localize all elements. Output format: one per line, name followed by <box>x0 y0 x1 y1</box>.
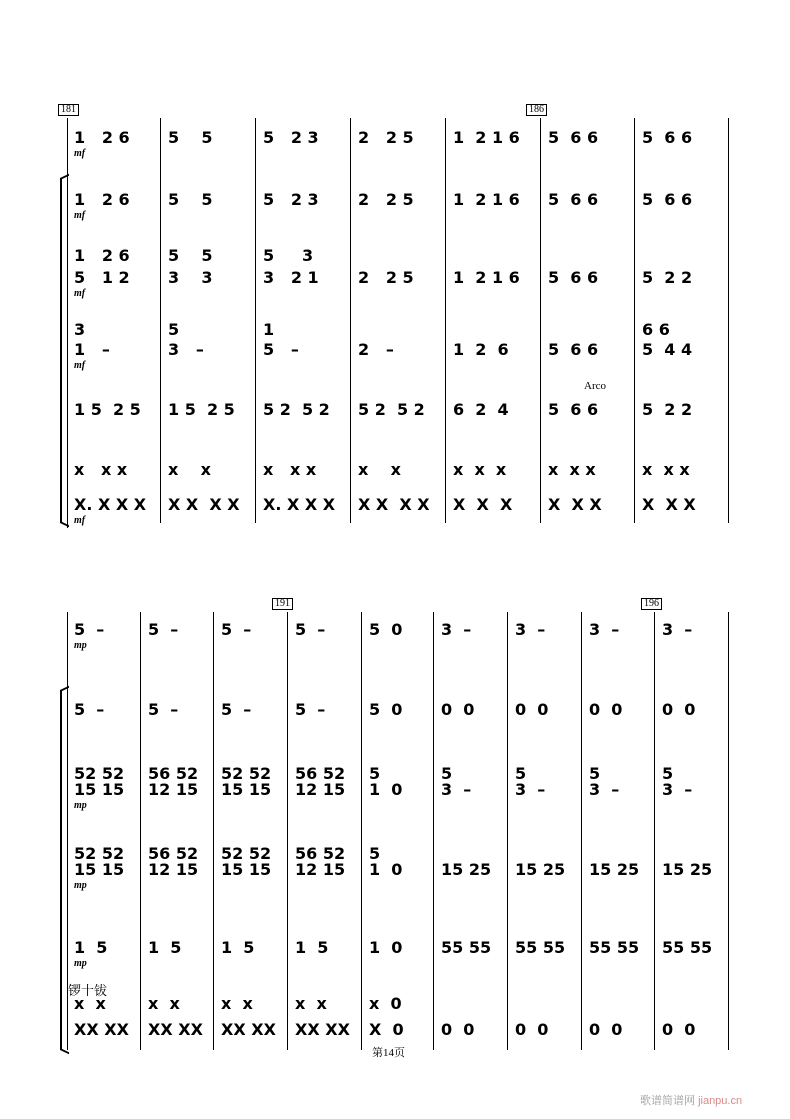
measure-cell: 3 – <box>441 780 472 799</box>
measure-cell: x x <box>148 994 180 1013</box>
measure-cell: x 0 <box>369 994 402 1013</box>
measure-cell: 15 15 <box>221 780 272 799</box>
measure-cell: 0 0 <box>589 700 623 719</box>
measure-cell: 5 – <box>221 700 252 719</box>
measure-cell: 3 – <box>589 780 620 799</box>
measure-cell: 3 3 <box>168 268 213 287</box>
measure-cell: 55 55 <box>441 938 492 957</box>
measure-cell: 0 0 <box>662 1020 696 1039</box>
measure-cell: 5 – <box>295 700 326 719</box>
measure-cell: X X X <box>548 495 602 514</box>
measure-cell: x x <box>221 994 253 1013</box>
measure-cell: 5 <box>441 764 453 783</box>
barline <box>433 612 434 1050</box>
measure-cell: 52 52 <box>221 844 272 863</box>
measure-cell: 5 6 6 <box>548 340 599 359</box>
percussion-label: 锣十钹 <box>68 983 108 998</box>
measure-cell: 3 – <box>441 620 472 639</box>
measure-cell: 5 <box>662 764 674 783</box>
measure-cell: 1 5 <box>74 938 108 957</box>
measure-cell: 1 2 6 <box>74 128 130 147</box>
measure-cell: 1 5 <box>148 938 182 957</box>
measure-cell: 5 – <box>74 700 105 719</box>
performance-annotation: Arco <box>584 380 606 392</box>
measure-cell: 5 4 4 <box>642 340 693 359</box>
measure-cell: 1 5 <box>295 938 329 957</box>
measure-cell: 5 6 6 <box>642 128 693 147</box>
measure-cell: 5 0 <box>369 620 403 639</box>
measure-cell: 1 <box>263 320 275 339</box>
measure-cell: 1 0 <box>369 860 403 879</box>
measure-cell: 5 <box>168 320 180 339</box>
barline <box>654 612 655 1050</box>
measure-cell: 5 – <box>295 620 326 639</box>
dynamic-mark: mp <box>74 800 87 811</box>
measure-cell: 1 2 6 <box>74 190 130 209</box>
measure-cell: 1 5 <box>221 938 255 957</box>
measure-cell: 6 6 <box>642 320 670 339</box>
measure-cell: 12 15 <box>295 860 346 879</box>
measure-cell: 2 – <box>358 340 394 359</box>
measure-cell: 3 – <box>589 620 620 639</box>
barline <box>287 612 288 1050</box>
measure-cell: 56 52 <box>295 844 346 863</box>
barline <box>213 612 214 1050</box>
measure-cell: 1 2 1 6 <box>453 128 520 147</box>
barline <box>581 612 582 1050</box>
measure-cell: 56 52 <box>148 844 199 863</box>
measure-cell: 5 0 <box>369 700 403 719</box>
measure-cell: XX XX <box>148 1020 203 1039</box>
rehearsal-mark-186: 186 <box>526 104 547 116</box>
measure-cell: 56 52 <box>148 764 199 783</box>
barline <box>728 612 729 1050</box>
measure-cell: 3 <box>74 320 86 339</box>
dynamic-mark: mf <box>74 148 86 159</box>
measure-cell: 5 6 6 <box>548 268 599 287</box>
measure-cell: 3 2 1 <box>263 268 319 287</box>
measure-cell: 5 5 <box>168 128 213 147</box>
measure-cell: 0 0 <box>441 700 475 719</box>
staff-brace <box>60 690 62 1050</box>
dynamic-mark: mf <box>74 210 86 221</box>
measure-cell: 0 0 <box>662 700 696 719</box>
measure-cell: 5 5 <box>168 246 213 265</box>
measure-cell: 5 – <box>74 620 105 639</box>
measure-cell: 5 2 2 <box>642 268 693 287</box>
barline <box>361 612 362 1050</box>
measure-cell: 1 5 2 5 <box>168 400 235 419</box>
measure-cell: 1 2 6 <box>453 340 509 359</box>
measure-cell: 3 – <box>662 780 693 799</box>
measure-cell: 5 6 6 <box>548 128 599 147</box>
measure-cell: 55 55 <box>589 938 640 957</box>
measure-cell: 56 52 <box>295 764 346 783</box>
measure-cell: 5 – <box>221 620 252 639</box>
measure-cell: 52 52 <box>74 844 125 863</box>
measure-cell: 0 0 <box>515 1020 549 1039</box>
measure-cell: 2 2 5 <box>358 190 414 209</box>
rehearsal-mark-196: 196 <box>641 598 662 610</box>
measure-cell: 5 6 6 <box>548 190 599 209</box>
measure-cell: X 0 <box>369 1020 404 1039</box>
measure-cell: 52 52 <box>221 764 272 783</box>
measure-cell: x x x <box>263 460 317 479</box>
dynamic-mark: mf <box>74 360 86 371</box>
measure-cell: XX XX <box>74 1020 129 1039</box>
measure-cell: 0 0 <box>441 1020 475 1039</box>
measure-cell: 15 15 <box>74 860 125 879</box>
measure-cell: x x <box>168 460 211 479</box>
measure-cell: 52 52 <box>74 764 125 783</box>
measure-cell: 0 0 <box>515 700 549 719</box>
measure-cell: 5 <box>589 764 601 783</box>
measure-cell: 5 <box>515 764 527 783</box>
measure-cell: 5 <box>369 764 381 783</box>
measure-cell: X. X X X <box>74 495 147 514</box>
measure-cell: x x <box>358 460 401 479</box>
measure-cell: 3 – <box>662 620 693 639</box>
measure-cell: 55 55 <box>515 938 566 957</box>
watermark-name: 歌谱简谱网 <box>640 1095 695 1107</box>
measure-cell: 5 2 3 <box>263 190 319 209</box>
measure-cell: 1 0 <box>369 780 403 799</box>
measure-cell: 15 15 <box>74 780 125 799</box>
measure-cell: 1 2 1 6 <box>453 190 520 209</box>
measure-cell: x x x <box>548 460 596 479</box>
dynamic-mark: mf <box>74 288 86 299</box>
barline <box>507 612 508 1050</box>
measure-cell: 12 15 <box>148 860 199 879</box>
rehearsal-mark-191: 191 <box>272 598 293 610</box>
measure-cell: 15 25 <box>662 860 713 879</box>
measure-cell: X X X <box>453 495 513 514</box>
measure-cell: 5 3 <box>263 246 314 265</box>
measure-cell: 5 – <box>148 620 179 639</box>
measure-cell: 5 2 5 2 <box>358 400 425 419</box>
measure-cell: 5 6 6 <box>642 190 693 209</box>
measure-cell: 15 15 <box>221 860 272 879</box>
watermark <box>640 1092 742 1108</box>
measure-cell: 1 – <box>74 340 110 359</box>
measure-cell: 6 2 4 <box>453 400 509 419</box>
measure-cell: 1 2 1 6 <box>453 268 520 287</box>
watermark-site: jianpu.cn <box>698 1095 743 1107</box>
measure-cell: 15 25 <box>589 860 640 879</box>
measure-cell: X X X <box>642 495 696 514</box>
measure-cell: 5 6 6 <box>548 400 599 419</box>
barline <box>140 612 141 1050</box>
dynamic-mark: mp <box>74 640 87 651</box>
dynamic-mark: mp <box>74 880 87 891</box>
measure-cell: 5 2 5 2 <box>263 400 330 419</box>
measure-cell: x x <box>74 994 106 1013</box>
measure-cell: 5 2 2 <box>642 400 693 419</box>
measure-cell: 5 – <box>263 340 299 359</box>
measure-cell: 15 25 <box>441 860 492 879</box>
measure-cell: 2 2 5 <box>358 268 414 287</box>
measure-cell: 55 55 <box>662 938 713 957</box>
page-number: 第14页 <box>372 1047 405 1059</box>
measure-cell: 1 0 <box>369 938 403 957</box>
measure-cell: 1 5 2 5 <box>74 400 141 419</box>
rehearsal-mark-181: 181 <box>58 104 79 116</box>
measure-cell: 1 2 6 <box>74 246 130 265</box>
measure-cell: 5 5 <box>168 190 213 209</box>
measure-cell: 12 15 <box>148 780 199 799</box>
measure-cell: 5 – <box>148 700 179 719</box>
dynamic-mark: mp <box>74 958 87 969</box>
measure-cell: 3 – <box>168 340 204 359</box>
measure-cell: 3 – <box>515 780 546 799</box>
measure-cell: x x x <box>74 460 128 479</box>
dynamic-mark: mf <box>74 515 86 526</box>
measure-cell: X. X X X <box>263 495 336 514</box>
measure-cell: x x x <box>453 460 507 479</box>
measure-cell: x x <box>295 994 327 1013</box>
measure-cell: 5 2 3 <box>263 128 319 147</box>
measure-cell: 2 2 5 <box>358 128 414 147</box>
measure-cell: x x x <box>642 460 690 479</box>
measure-cell: XX XX <box>295 1020 350 1039</box>
measure-cell: 3 – <box>515 620 546 639</box>
measure-cell: 15 25 <box>515 860 566 879</box>
measure-cell: X X X X <box>168 495 240 514</box>
measure-cell: 12 15 <box>295 780 346 799</box>
measure-cell: 5 1 2 <box>74 268 130 287</box>
measure-cell: 0 0 <box>589 1020 623 1039</box>
measure-cell: XX XX <box>221 1020 276 1039</box>
measure-cell: 5 <box>369 844 381 863</box>
measure-cell: X X X X <box>358 495 430 514</box>
